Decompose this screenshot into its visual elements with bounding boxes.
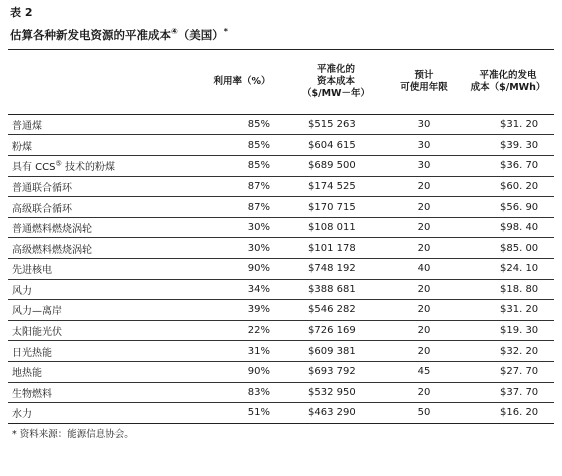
cell-generation-cost: $24. 10 <box>462 258 554 279</box>
resource-name-text: 高级燃料燃烧涡轮 <box>12 244 92 256</box>
header-capital-cost <box>286 50 386 115</box>
cell-capital-cost: $693 792 <box>286 361 386 382</box>
cell-resource-name <box>8 320 198 341</box>
cell-lifetime: 20 <box>386 341 462 362</box>
cell-lifetime: 20 <box>386 238 462 259</box>
cell-utilization: 51% <box>198 403 286 424</box>
cell-utilization: 34% <box>198 279 286 300</box>
cell-generation-cost: $98. 40 <box>462 217 554 238</box>
resource-name-text: 风力—离岸 <box>12 306 62 318</box>
header-lifetime <box>386 50 462 115</box>
resource-name-text: 具有 CCS <box>12 162 56 174</box>
cell-generation-cost: $85. 00 <box>462 238 554 259</box>
cell-capital-cost: $388 681 <box>286 279 386 300</box>
cell-utilization: 87% <box>198 197 286 218</box>
header-gen-line2: 成本（$/MWh） <box>470 81 546 93</box>
resource-name-text: 普通燃料燃烧涡轮 <box>12 224 92 236</box>
cell-resource-name <box>8 361 198 382</box>
resource-name-text: 水力 <box>12 409 32 421</box>
table-row <box>8 382 554 403</box>
table-row <box>8 217 554 238</box>
resource-name-text: 普通煤 <box>12 121 42 133</box>
cell-lifetime: 30 <box>386 135 462 156</box>
cell-lifetime: 20 <box>386 176 462 197</box>
cell-generation-cost: $37. 70 <box>462 382 554 403</box>
cell-capital-cost: $748 192 <box>286 258 386 279</box>
cell-capital-cost: $726 169 <box>286 320 386 341</box>
resource-note-marker: ⑤ <box>55 159 62 168</box>
cell-resource-name <box>8 238 198 259</box>
cell-generation-cost: $19. 30 <box>462 320 554 341</box>
cell-generation-cost: $39. 30 <box>462 135 554 156</box>
table-row <box>8 135 554 156</box>
header-name <box>8 50 198 115</box>
table-row <box>8 320 554 341</box>
cell-capital-cost: $101 178 <box>286 238 386 259</box>
title-star-marker: * <box>223 27 228 36</box>
cell-capital-cost: $174 525 <box>286 176 386 197</box>
cell-resource-name <box>8 300 198 321</box>
cell-utilization: 85% <box>198 135 286 156</box>
cell-lifetime: 20 <box>386 197 462 218</box>
cell-capital-cost: $108 011 <box>286 217 386 238</box>
cell-resource-name <box>8 114 198 135</box>
cell-lifetime: 50 <box>386 403 462 424</box>
cell-lifetime: 20 <box>386 279 462 300</box>
header-capital-line2: 资本成本 <box>316 75 355 87</box>
cell-utilization: 90% <box>198 258 286 279</box>
cell-utilization: 83% <box>198 382 286 403</box>
cell-lifetime: 30 <box>386 156 462 177</box>
table-row <box>8 156 554 177</box>
table-title <box>10 24 554 43</box>
resource-name-text: 普通联合循环 <box>12 182 72 194</box>
resource-name-text: 粉煤 <box>12 141 32 153</box>
table-row <box>8 279 554 300</box>
cell-generation-cost: $31. 20 <box>462 300 554 321</box>
cell-resource-name <box>8 217 198 238</box>
cell-lifetime: 45 <box>386 361 462 382</box>
header-lifetime-line1: 预计 <box>414 69 434 81</box>
cell-capital-cost: $170 715 <box>286 197 386 218</box>
cell-utilization: 85% <box>198 156 286 177</box>
cell-capital-cost: $532 950 <box>286 382 386 403</box>
cell-utilization: 39% <box>198 300 286 321</box>
cell-lifetime: 20 <box>386 320 462 341</box>
cell-utilization: 90% <box>198 361 286 382</box>
header-utilization: 利用率（%） <box>198 50 286 115</box>
cell-lifetime: 20 <box>386 300 462 321</box>
cost-table <box>8 50 554 424</box>
cell-lifetime: 20 <box>386 217 462 238</box>
table-row <box>8 361 554 382</box>
cell-utilization: 30% <box>198 217 286 238</box>
cell-generation-cost: $32. 20 <box>462 341 554 362</box>
cell-resource-name <box>8 176 198 197</box>
cell-utilization: 30% <box>198 238 286 259</box>
table-row <box>8 176 554 197</box>
cell-capital-cost: $604 615 <box>286 135 386 156</box>
cell-capital-cost: $689 500 <box>286 156 386 177</box>
resource-name-text: 日光热能 <box>12 347 52 359</box>
table-row <box>8 238 554 259</box>
header-row <box>8 50 554 115</box>
cell-resource-name <box>8 135 198 156</box>
resource-name-text: 生物燃料 <box>12 388 52 400</box>
table-row <box>8 403 554 424</box>
title-note-marker: ④ <box>171 27 178 36</box>
header-gen-line1: 平准化的发电 <box>479 69 537 81</box>
table-row <box>8 114 554 135</box>
table-row <box>8 258 554 279</box>
cell-capital-cost: $463 290 <box>286 403 386 424</box>
table-row <box>8 341 554 362</box>
footnote: * 资料来源：能源信息协会。 <box>12 428 134 440</box>
cell-generation-cost: $60. 20 <box>462 176 554 197</box>
header-generation-cost <box>462 50 554 115</box>
cell-resource-name <box>8 382 198 403</box>
cell-generation-cost: $56. 90 <box>462 197 554 218</box>
header-capital-line3: （$/MW－年） <box>301 87 370 99</box>
header-capital-line1: 平准化的 <box>316 63 355 75</box>
table-body <box>8 114 554 423</box>
cell-generation-cost: $27. 70 <box>462 361 554 382</box>
cell-capital-cost: $609 381 <box>286 341 386 362</box>
table-title-text: 估算各种新发电资源的平准成本 <box>10 27 171 42</box>
resource-name-text: 先进核电 <box>12 265 52 277</box>
cell-capital-cost: $546 282 <box>286 300 386 321</box>
table-label: 表 2 <box>10 6 33 19</box>
cell-utilization: 22% <box>198 320 286 341</box>
cell-generation-cost: $18. 80 <box>462 279 554 300</box>
cell-generation-cost: $31. 20 <box>462 114 554 135</box>
cell-generation-cost: $36. 70 <box>462 156 554 177</box>
cell-resource-name <box>8 258 198 279</box>
cell-capital-cost: $515 263 <box>286 114 386 135</box>
cell-lifetime: 40 <box>386 258 462 279</box>
cell-utilization: 85% <box>198 114 286 135</box>
table-title-suffix: （美国） <box>177 27 224 42</box>
table-row <box>8 197 554 218</box>
cell-lifetime: 30 <box>386 114 462 135</box>
cell-utilization: 87% <box>198 176 286 197</box>
cell-utilization: 31% <box>198 341 286 362</box>
cell-lifetime: 20 <box>386 382 462 403</box>
resource-name-text: 高级联合循环 <box>12 203 72 215</box>
cell-resource-name <box>8 156 198 177</box>
cell-resource-name <box>8 279 198 300</box>
cell-resource-name <box>8 403 198 424</box>
resource-name-text: 风力 <box>12 285 32 297</box>
resource-name-text: 地热能 <box>12 368 42 380</box>
cell-resource-name <box>8 341 198 362</box>
resource-name-text: 太阳能光伏 <box>12 327 62 339</box>
resource-name-suffix: 技术的粉煤 <box>61 162 115 174</box>
cell-generation-cost: $16. 20 <box>462 403 554 424</box>
header-lifetime-line2: 可使用年限 <box>400 81 448 93</box>
cell-resource-name <box>8 197 198 218</box>
table-row <box>8 300 554 321</box>
